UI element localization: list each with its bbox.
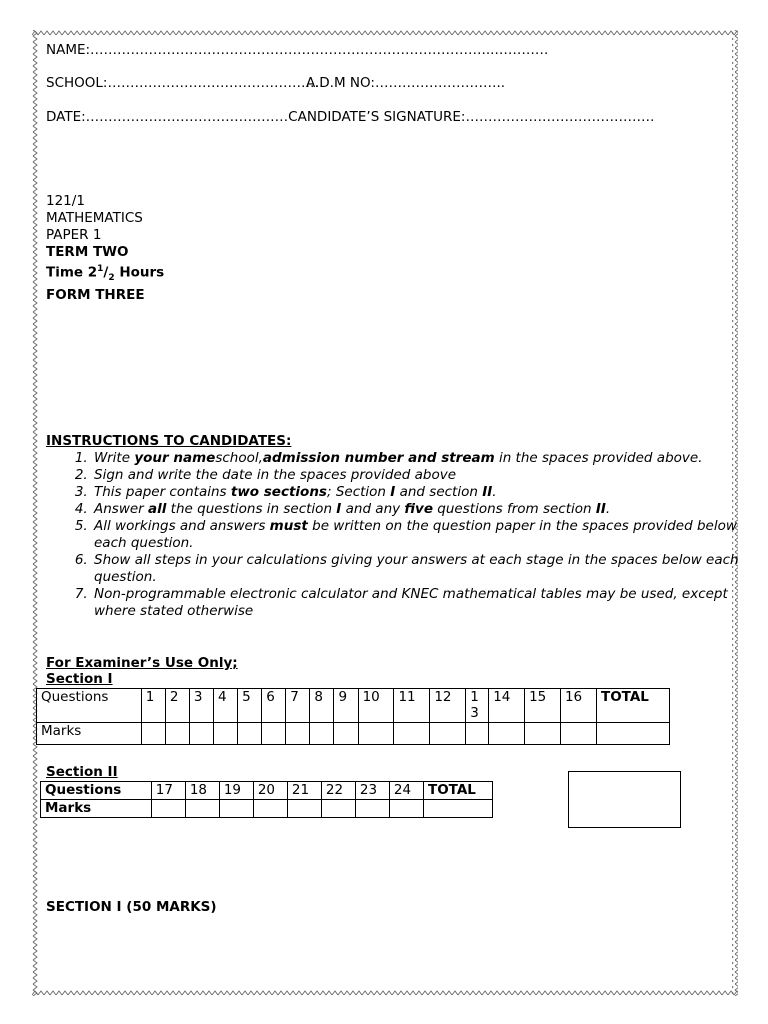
- question-cell: 7: [286, 689, 310, 723]
- examiner-heading: For Examiner’s Use Only;: [46, 655, 238, 671]
- section-2-marks-table: [40, 781, 493, 818]
- mark-cell[interactable]: [214, 723, 238, 745]
- marks-row: [37, 723, 670, 745]
- question-cell: 20: [253, 782, 287, 800]
- question-cell: 18: [185, 782, 219, 800]
- name-line: NAME:……………………………………………………………………………...…………: [46, 42, 549, 58]
- questions-row: [41, 782, 493, 800]
- question-cell: 22: [321, 782, 355, 800]
- mark-cell[interactable]: [355, 800, 389, 818]
- section-1-marks-table: [36, 688, 670, 745]
- mark-cell[interactable]: [287, 800, 321, 818]
- question-cell: 3: [189, 689, 213, 723]
- instruction-item: 1. Write your nameschool,admission number and stream in the spaces provided above.: [92, 450, 768, 467]
- question-cell: 17: [151, 782, 185, 800]
- mark-cell[interactable]: [430, 723, 466, 745]
- question-cell: 24: [389, 782, 423, 800]
- marks-row: [41, 800, 493, 818]
- question-cell: 5: [238, 689, 262, 723]
- mark-cell[interactable]: [310, 723, 334, 745]
- mark-cell[interactable]: [525, 723, 561, 745]
- question-cell: 16: [560, 689, 596, 723]
- mark-cell[interactable]: [219, 800, 253, 818]
- marks-label: Marks: [37, 723, 142, 745]
- question-cell: 23: [355, 782, 389, 800]
- question-cell: 1 3: [466, 689, 489, 723]
- question-cell: 21: [287, 782, 321, 800]
- mark-cell[interactable]: [286, 723, 310, 745]
- mark-cell[interactable]: [389, 800, 423, 818]
- total-cell[interactable]: [597, 723, 670, 745]
- section-heading: SECTION I (50 MARKS): [46, 899, 217, 915]
- mark-cell[interactable]: [262, 723, 286, 745]
- instruction-item: 6. Show all steps in your calculations giving your answers at each stage in the spaces below each question.: [92, 552, 768, 586]
- question-cell: 19: [219, 782, 253, 800]
- mark-cell[interactable]: [489, 723, 525, 745]
- paper-time: Time $2^1/_2$ Hours: [46, 264, 165, 284]
- mark-cell[interactable]: [321, 800, 355, 818]
- paper-number: PAPER 1: [46, 227, 102, 243]
- mark-cell[interactable]: [151, 800, 185, 818]
- questions-label: Questions: [37, 689, 142, 723]
- question-cell: 10: [358, 689, 394, 723]
- question-cell: 1: [141, 689, 165, 723]
- grand-total-box[interactable]: [568, 771, 681, 828]
- marks-label: Marks: [41, 800, 152, 818]
- questions-row: [37, 689, 670, 723]
- date-signature-line: DATE:………………………………………CANDIDATE’S SIGNATURE:……………………………………: [46, 109, 655, 125]
- mark-cell[interactable]: [253, 800, 287, 818]
- instruction-item: 7. Non-programmable electronic calculator and KNEC mathematical tables may be used, except where stated otherwise: [92, 586, 768, 620]
- questions-label: Questions: [41, 782, 152, 800]
- paper-form: FORM THREE: [46, 287, 145, 304]
- paper-subject: MATHEMATICS: [46, 210, 143, 226]
- instructions-list: [46, 450, 768, 620]
- section-1-label: Section I: [46, 671, 113, 687]
- question-cell: 4: [214, 689, 238, 723]
- paper-code: 121/1: [46, 193, 85, 209]
- question-cell: 2: [165, 689, 189, 723]
- mark-cell[interactable]: [238, 723, 262, 745]
- mark-cell[interactable]: [466, 723, 489, 745]
- mark-cell[interactable]: [358, 723, 394, 745]
- paper-info: [46, 193, 164, 304]
- question-cell: 12: [430, 689, 466, 723]
- paper-term: TERM TWO: [46, 244, 129, 260]
- total-cell[interactable]: [424, 800, 493, 818]
- school-line: SCHOOL:…………………………………………: [46, 75, 324, 91]
- instruction-item: 2. Sign and write the date in the spaces provided above: [92, 467, 768, 484]
- instruction-item: 3. This paper contains two sections; Section I and section II.: [92, 484, 768, 501]
- mark-cell[interactable]: [189, 723, 213, 745]
- question-cell: 11: [394, 689, 430, 723]
- adm-no-line: A.D.M NO:………………………..: [306, 75, 506, 91]
- question-cell: 15: [525, 689, 561, 723]
- question-cell: 8: [310, 689, 334, 723]
- mark-cell[interactable]: [165, 723, 189, 745]
- section-2-label: Section II: [46, 764, 118, 780]
- mark-cell[interactable]: [141, 723, 165, 745]
- instruction-item: 4. Answer all the questions in section I and any five questions from section II.: [92, 501, 768, 518]
- total-header: TOTAL: [424, 782, 493, 800]
- instructions-heading: INSTRUCTIONS TO CANDIDATES:: [46, 433, 292, 449]
- mark-cell[interactable]: [394, 723, 430, 745]
- mark-cell[interactable]: [560, 723, 596, 745]
- mark-cell[interactable]: [185, 800, 219, 818]
- mark-cell[interactable]: [334, 723, 358, 745]
- question-cell: 9: [334, 689, 358, 723]
- question-cell: 14: [489, 689, 525, 723]
- question-cell: 6: [262, 689, 286, 723]
- total-header: TOTAL: [597, 689, 670, 723]
- instruction-item: 5. All workings and answers must be written on the question paper in the spaces provided below each question.: [92, 518, 768, 552]
